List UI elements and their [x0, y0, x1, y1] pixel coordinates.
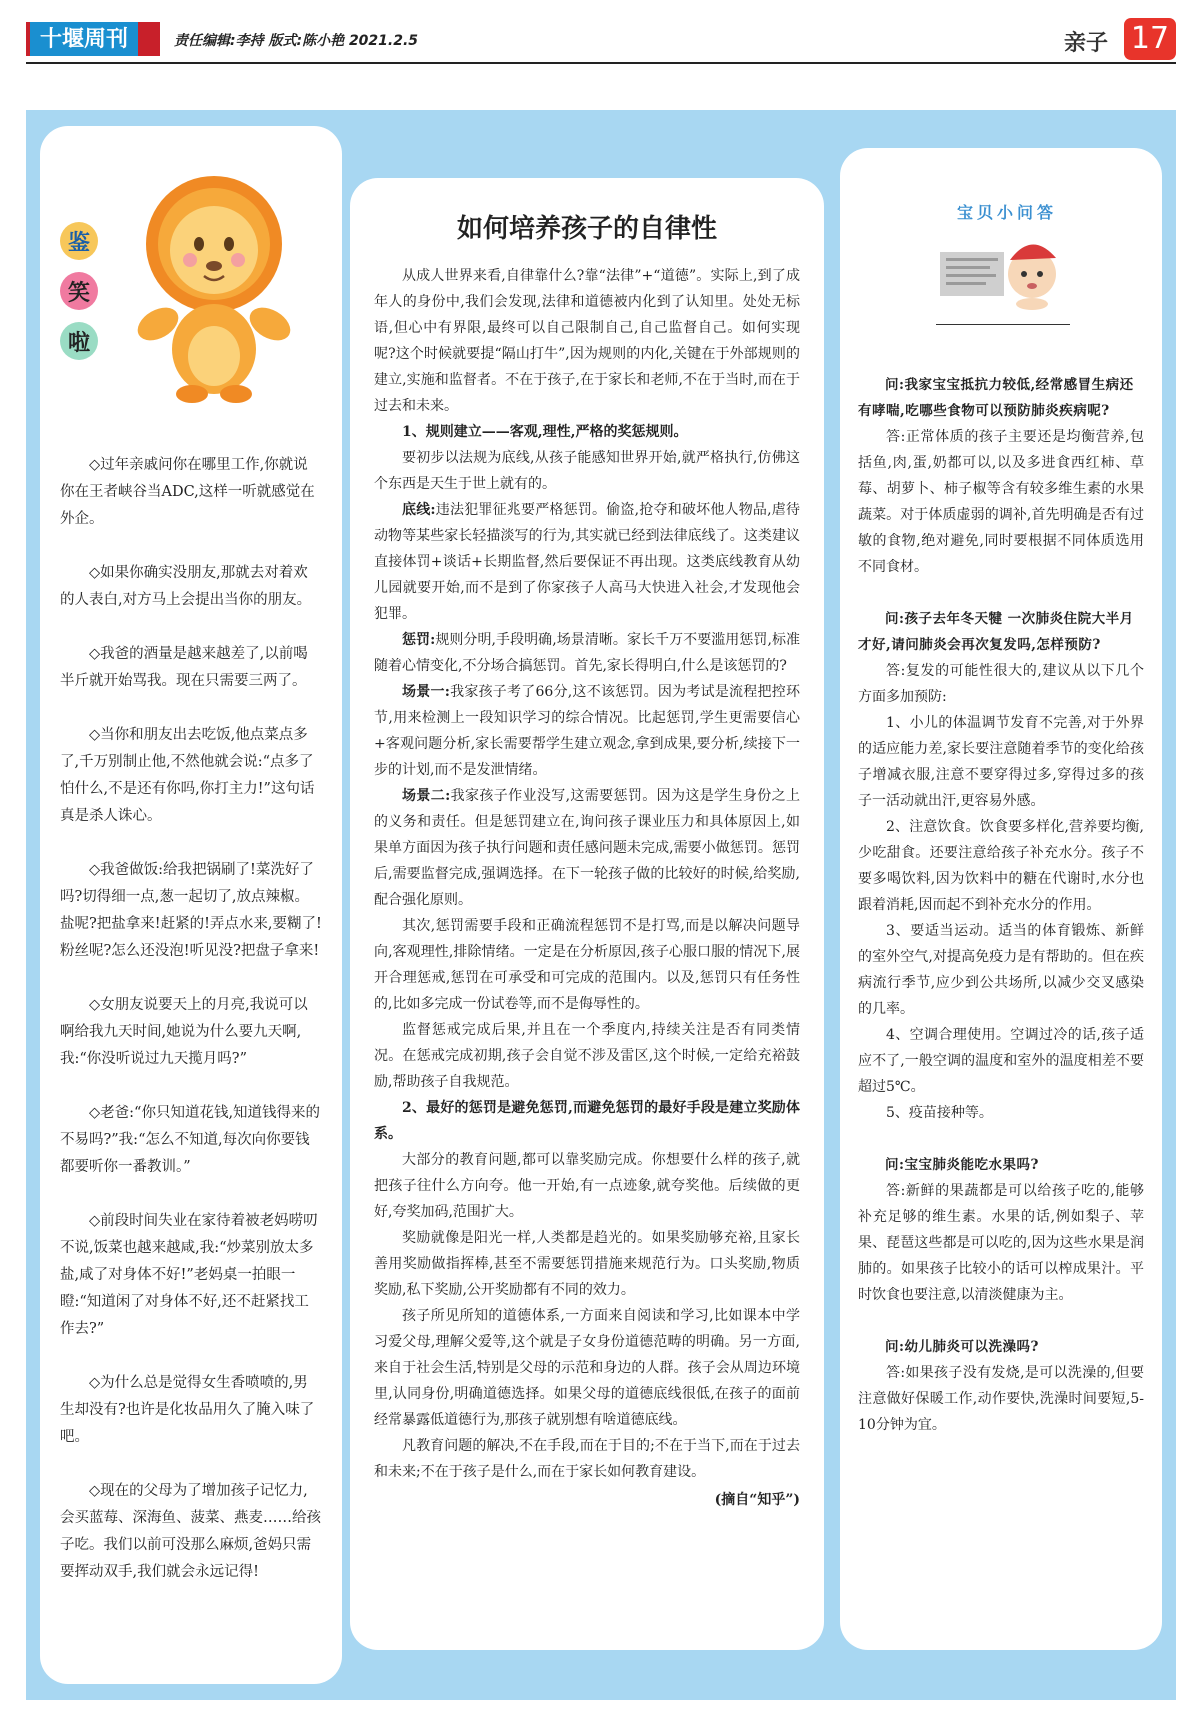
- article-paragraph: [374, 1433, 800, 1485]
- paragraph-text: 其次,惩罚需要手段和正确流程惩罚不是打骂,而是以解决问题导向,客观理性,排除情绪。一定是在分析原因,孩子心服口服的情况下,展开合理惩戒,惩罚在可承受和可完成的范围内。以及,惩罚只有任务性的,比如多完成一份试卷等,而不是侮辱性的。: [374, 918, 800, 1012]
- paragraph-text: 孩子所见所知的道德体系,一方面来自阅读和学习,比如课本中学习爱父母,理解父爱等,这个就是子女身份道德范畴的明确。另一方面,来自于社会生活,特别是父母的示范和身边的人群。孩子会从周边环境里,认同身份,明确道德选择。如果父母的道德底线很低,在孩子的面前经常暴露低道德行为,那孩子就别想有啥道德底线。: [374, 1308, 800, 1428]
- qa-question: 问:幼儿肺炎可以洗澡吗?: [885, 1339, 1039, 1355]
- paragraph-lead: 场景一:: [402, 684, 450, 700]
- article-card: [350, 178, 824, 1650]
- qa-divider: [936, 324, 1070, 325]
- paragraph-text: 我家孩子考了66分,这不该惩罚。因为考试是流程把控环节,用来检测上一段知识学习的综合情况。比起惩罚,学生更需要信心+客观问题分析,家长需要帮学生建立观念,拿到成果,要分析,续接下一步的计划,而不是发泄情绪。: [374, 684, 800, 778]
- article-paragraph: [374, 1303, 800, 1433]
- paragraph-text: 规则分明,手段明确,场景清晰。家长千万不要滥用惩罚,标准随着心情变化,不分场合搞惩罚。首先,家长得明白,什么是该惩罚的?: [374, 632, 801, 674]
- joke-item: ◇老爸:“你只知道花钱,知道钱得来的不易吗?”我:“怎么不知道,每次向你要钱都要听你一番教训。”: [60, 1105, 321, 1175]
- article-paragraph: [374, 1017, 800, 1095]
- paragraph-lead: 底线:: [402, 502, 436, 518]
- paragraph-text: 从成人世界来看,自律靠什么?靠“法律”+“道德”。实际上,到了成年人的身份中,我们会发现,法律和道德被内化到了认知里。处处无标语,但心中有界限,最终可以自己限制自己,自己监督自己。如何实现呢?这个时候就要提“隔山打牛”,因为规则的内化,关键在于外部规则的建立,实施和监督者。不在于孩子,在于家长和老师,不在于当时,而在于过去和未来。: [374, 268, 800, 414]
- page-number: 17: [1124, 18, 1176, 60]
- article-paragraph: [374, 263, 800, 419]
- joke-item: ◇我爸的酒量是越来越差了,以前喝半斤就开始骂我。现在只需要三两了。: [60, 646, 308, 689]
- joke-item: ◇现在的父母为了增加孩子记忆力,会买蓝莓、深海鱼、菠菜、燕麦……给孩子吃。我们以前可没那么麻烦,爸妈只需要挥动双手,我们就会永远记得!: [60, 1483, 321, 1580]
- article-paragraph: [374, 627, 800, 679]
- jokes-title: [60, 222, 98, 372]
- article-paragraph: [374, 913, 800, 1017]
- qa-spacer: [858, 1308, 1144, 1334]
- joke-item: ◇女朋友说要天上的月亮,我说可以啊给我九天时间,她说为什么要九天啊,我:“你没听说过九天揽月吗?”: [60, 997, 308, 1067]
- joke-item: ◇过年亲戚问你在哪里工作,你就说你在王者峡谷当ADC,这样一听就感觉在外企。: [60, 457, 315, 527]
- article-source: (摘自“知乎”): [714, 1492, 800, 1508]
- paragraph-text: 大部分的教育问题,都可以靠奖励完成。你想要什么样的孩子,就把孩子往什么方向夸。他一开始,有一点迹象,就夸奖他。后续做的更好,夸奖加码,范围扩大。: [374, 1152, 800, 1220]
- qa-answer: 5、疫苗接种等。: [886, 1105, 993, 1121]
- article-paragraph: [374, 783, 800, 913]
- article-title: 如何培养孩子的自律性: [456, 214, 717, 244]
- publication-logo: 十堰周刊: [26, 22, 138, 56]
- joke-item: ◇为什么总是觉得女生香喷喷的,男生却没有?也许是化妆品用久了腌入味了吧。: [60, 1375, 315, 1445]
- title-char: 笑: [60, 272, 98, 310]
- title-char: 啦: [60, 322, 98, 360]
- qa-answer: 答:如果孩子没有发烧,是可以洗澡的,但要注意做好保暖工作,动作要快,洗澡时间要短,5-10分钟为宜。: [858, 1365, 1144, 1433]
- qa-logo-text: 宝贝小问答: [956, 203, 1057, 222]
- joke-item: ◇当你和朋友出去吃饭,他点菜点多了,千万别制止他,不然他就会说:“点多了怕什么,不是还有你吗,你打主力!”这句话真是杀人诛心。: [60, 727, 315, 824]
- content-panel: [26, 110, 1176, 1700]
- paragraph-lead: 惩罚:: [402, 632, 436, 648]
- section-name: 亲子: [1063, 31, 1108, 56]
- jokes-card: [40, 126, 342, 1684]
- title-char: 鉴: [60, 222, 98, 260]
- qa-answer: 3、要适当运动。适当的体育锻炼、新鲜的室外空气,对提高免疫力是有帮助的。但在疾病流行季节,应少到公共场所,以减少交叉感染的几率。: [858, 923, 1144, 1017]
- qa-answer: 1、小儿的体温调节发育不完善,对于外界的适应能力差,家长要注意随着季节的变化给孩子增减衣服,注意不要穿得过多,穿得过多的孩子一活动就出汗,更容易外感。: [858, 715, 1144, 809]
- paragraph-lead: 1、规则建立——客观,理性,严格的奖惩规则。: [402, 424, 688, 440]
- article-paragraph: [374, 445, 800, 497]
- joke-item: ◇我爸做饭:给我把锅刷了!菜洗好了吗?切得细一点,葱一起切了,放点辣椒。盐呢?把盐拿来!赶紧的!弄点水来,要糊了!粉丝呢?怎么还没泡!听见没?把盘子拿来!: [60, 862, 322, 959]
- qa-spacer: [858, 1126, 1144, 1152]
- article-body: [374, 263, 800, 1485]
- qa-question: 问:孩子去年冬天犍 一次肺炎住院大半月才好,请问肺炎会再次复发吗,怎样预防?: [858, 611, 1134, 653]
- paragraph-text: 违法犯罪征兆要严格惩罚。偷盗,抢夺和破坏他人物品,虐待动物等某些家长轻描淡写的行为,其实就已经到法律底线了。这类建议直接体罚+谈话+长期监督,然后要保证不再出现。这类底线教育从幼儿园就要开始,而不是到了你家孩子人高马大快进入社会,才发现他会犯罪。: [374, 502, 800, 622]
- editor-credits: 责任编辑:李持 版式:陈小艳 2021.2.5: [174, 33, 419, 49]
- article-paragraph: [374, 1095, 800, 1147]
- qa-question: 问:我家宝宝抵抗力较低,经常感冒生病还有哮喘,吃哪些食物可以预防肺炎疾病呢?: [858, 377, 1134, 419]
- qa-answer: 答:正常体质的孩子主要还是均衡营养,包括鱼,肉,蛋,奶都可以,以及多进食西红柿、草莓、胡萝卜、柿子椒等含有较多维生素的水果蔬菜。对于体质虚弱的调补,首先明确是否有过敏的食物,绝对避免,同时要根据不同体质选用不同食材。: [858, 429, 1144, 575]
- article-paragraph: [374, 1147, 800, 1225]
- qa-answer: 答:新鲜的果蔬都是可以给孩子吃的,能够补充足够的维生素。水果的话,例如梨子、苹果、琵琶这些都是可以吃的,因为这些水果是润肺的。如果孩子比较小的话可以榨成果汁。平时饮食也要注意,以清淡健康为主。: [858, 1183, 1144, 1303]
- qa-answer: 2、注意饮食。饮食要多样化,营养要均衡,少吃甜食。还要注意给孩子补充水分。孩子不要多喝饮料,因为饮料中的糖在代谢时,水分也跟着消耗,因而起不到补充水分的作用。: [858, 819, 1144, 913]
- masthead: [26, 16, 1176, 60]
- logo-accent: [138, 22, 160, 56]
- qa-answer: 答:复发的可能性很大的,建议从以下几个方面多加预防:: [858, 663, 1144, 705]
- qa-card: [840, 148, 1162, 1650]
- article-paragraph: [374, 419, 800, 445]
- header-rule: [26, 62, 1176, 64]
- article-paragraph: [374, 679, 800, 783]
- qa-spacer: [858, 580, 1144, 606]
- paragraph-text: 监督惩戒完成后果,并且在一个季度内,持续关注是否有同类情况。在惩戒完成初期,孩子会自觉不涉及雷区,这个时候,一定给充裕鼓励,帮助孩子自我规范。: [374, 1022, 800, 1090]
- article-paragraph: [374, 497, 800, 627]
- joke-item: ◇前段时间失业在家待着被老妈唠叨不说,饭菜也越来越咸,我:“炒菜别放太多盐,咸了对身体不好!”老妈桌一拍眼一瞪:“知道闲了对身体不好,还不赶紧找工作去?”: [60, 1213, 318, 1337]
- lion-mascot-icon: [124, 174, 304, 404]
- paragraph-text: 要初步以法规为底线,从孩子能感知世界开始,就严格执行,仿佛这个东西是天生于世上就有的。: [374, 450, 800, 492]
- qa-question: 问:宝宝肺炎能吃水果吗?: [885, 1157, 1039, 1173]
- paragraph-text: 奖励就像是阳光一样,人类都是趋光的。如果奖励够充裕,且家长善用奖励做指挥棒,甚至不需要惩罚措施来规范行为。口头奖励,物质奖励,私下奖励,公开奖励都有不同的效力。: [374, 1230, 800, 1298]
- paragraph-lead: 2、最好的惩罚是避免惩罚,而避免惩罚的最好手段是建立奖励体系。: [374, 1100, 800, 1142]
- paragraph-lead: 场景二:: [402, 788, 451, 804]
- qa-list: [858, 372, 1144, 1438]
- jokes-list: [60, 452, 322, 1586]
- paragraph-text: 我家孩子作业没写,这需要惩罚。因为这是学生身份之上的义务和责任。但是惩罚建立在,询问孩子课业压力和具体原因上,如果单方面因为孩子执行问题和责任感问题未完成,需要小做惩罚。惩罚后,需要监督完成,强调选择。在下一轮孩子做的比较好的时候,给奖励,配合强化原则。: [374, 788, 800, 908]
- qa-answer: 4、空调合理使用。空调过冷的话,孩子适应不了,一般空调的温度和室外的温度相差不要超过5℃。: [858, 1027, 1144, 1095]
- article-paragraph: [374, 1225, 800, 1303]
- paragraph-text: 凡教育问题的解决,不在手段,而在于目的;不在于当下,而在于过去和未来;不在于孩子是什么,而在于家长如何教育建设。: [374, 1438, 800, 1480]
- joke-item: ◇如果你确实没朋友,那就去对着欢的人表白,对方马上会提出当你的朋友。: [60, 565, 312, 608]
